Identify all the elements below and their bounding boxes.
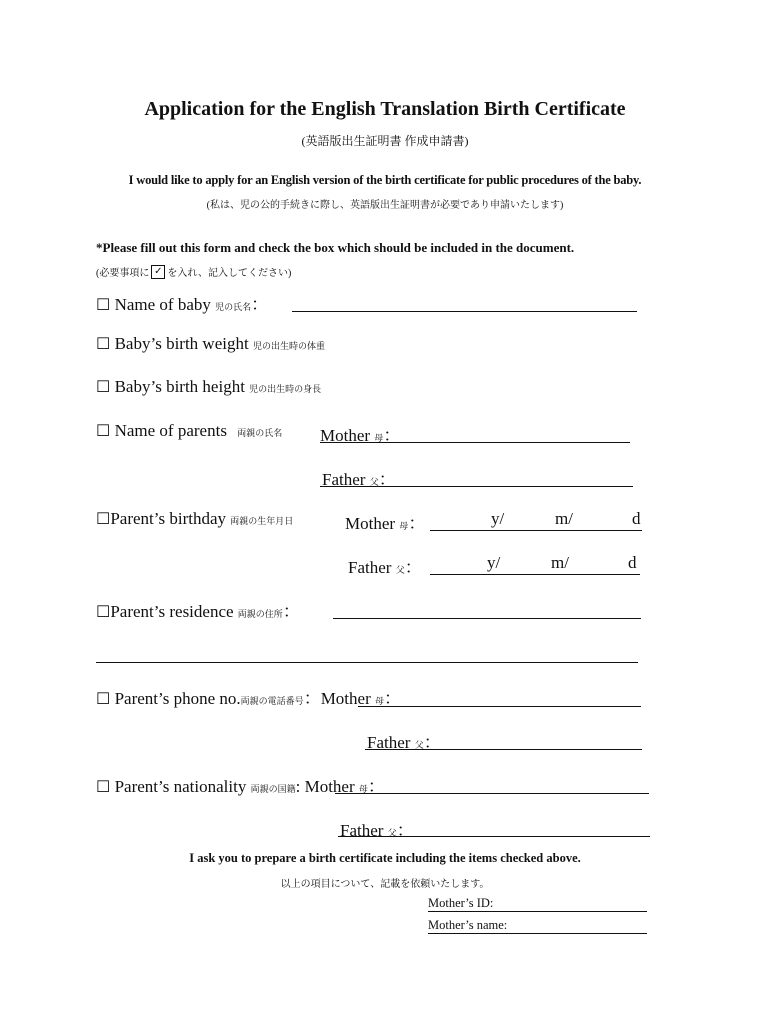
- field-mother-name-signature[interactable]: [428, 933, 647, 934]
- footer-request-text-jp: 以上の項目について、記載を依頼いたします。: [280, 879, 490, 890]
- mother-id-label: Mother’s ID:: [428, 896, 494, 910]
- mother-label: Mother: [320, 426, 371, 445]
- field-mother-phone[interactable]: [358, 706, 641, 707]
- colon: ：: [383, 426, 401, 445]
- item-residence: [96, 597, 300, 622]
- item-name-of-parents: [96, 421, 282, 441]
- mother-label-jp: 母: [399, 521, 409, 531]
- colon: ：: [396, 821, 414, 840]
- field-mother-name[interactable]: [320, 442, 630, 443]
- checkbox-phone[interactable]: ☐: [96, 691, 111, 708]
- field-name-of-baby[interactable]: [292, 311, 637, 312]
- field-father-birthday[interactable]: [430, 574, 640, 575]
- birthday-father: [348, 553, 422, 578]
- field-father-phone[interactable]: [365, 749, 642, 750]
- checkbox-birth-height[interactable]: ☐: [96, 379, 111, 396]
- label-name-of-baby-jp: 児の氏名: [215, 302, 252, 312]
- item-name-of-baby: [96, 290, 268, 315]
- mother-label: Mother: [345, 514, 396, 533]
- checkbox-name-of-parents[interactable]: ☐: [96, 423, 111, 440]
- label-birthday-jp: 両親の生年月日: [230, 516, 294, 526]
- colon: ：: [404, 558, 422, 577]
- label-birth-height: Baby’s birth height: [114, 377, 245, 396]
- father-year-label: y/: [487, 553, 501, 572]
- colon: ：: [384, 689, 401, 708]
- checkbox-name-of-baby[interactable]: ☐: [96, 297, 111, 314]
- label-phone-jp: 両親の電話番号: [240, 696, 304, 706]
- item-birthday: [96, 509, 293, 529]
- label-residence: Parent’s residence: [110, 602, 234, 621]
- label-phone: Parent’s phone no.: [114, 689, 241, 708]
- field-father-name[interactable]: [320, 486, 633, 487]
- label-birth-height-jp: 児の出生時の身長: [249, 384, 322, 394]
- label-birth-weight-jp: 児の出生時の体重: [252, 341, 325, 351]
- field-mother-id[interactable]: [428, 911, 647, 912]
- checkbox-residence[interactable]: ☐: [96, 604, 111, 621]
- label-residence-jp: 両親の住所: [237, 609, 283, 619]
- mother-year-label: y/: [491, 509, 505, 528]
- field-father-nationality[interactable]: [338, 836, 650, 837]
- mother-label: Mother: [320, 689, 371, 708]
- birthday-mother: [345, 509, 425, 534]
- colon: ：: [378, 470, 396, 489]
- father-label-jp: 父: [414, 740, 424, 750]
- nationality-father: [340, 816, 414, 841]
- item-birth-height: [96, 377, 321, 397]
- mother-day-label: d: [632, 509, 641, 528]
- field-residence-line-2[interactable]: [96, 662, 638, 663]
- page-subtitle: (英語版出生証明書 作成申請書): [301, 134, 469, 148]
- father-label-jp: 父: [387, 828, 397, 838]
- instruction-note: *Please fill out this form and check the box which should be included in the document.: [96, 240, 575, 255]
- colon: ：: [408, 514, 426, 533]
- field-mother-birthday[interactable]: [430, 530, 642, 531]
- father-label: Father: [348, 558, 392, 577]
- label-nationality-jp: 両親の国籍: [250, 784, 296, 794]
- mother-name-label: Mother’s name:: [428, 918, 508, 932]
- father-label: Father: [322, 470, 366, 489]
- label-nationality: Parent’s nationality: [114, 777, 247, 796]
- label-birth-weight: Baby’s birth weight: [114, 334, 249, 353]
- checkbox-birthday[interactable]: ☐: [96, 511, 111, 528]
- father-label-jp: 父: [369, 477, 379, 487]
- intro-text: I would like to apply for an English version of the birth certificate for public procedures of the baby.: [128, 173, 642, 187]
- mother-label-jp: 母: [374, 433, 384, 443]
- label-birthday: Parent’s birthday: [110, 509, 227, 528]
- footer-request-text: I ask you to prepare a birth certificate including the items checked above.: [189, 851, 581, 865]
- colon: ：: [251, 295, 269, 314]
- colon: ：: [367, 777, 385, 796]
- field-mother-nationality[interactable]: [335, 793, 649, 794]
- checkbox-birth-weight[interactable]: ☐: [96, 336, 111, 353]
- label-name-of-baby: Name of baby: [114, 295, 211, 314]
- father-day-label: d: [628, 553, 637, 572]
- item-birth-weight: [96, 334, 325, 354]
- instruction-note-jp: [96, 264, 291, 279]
- colon: ：: [282, 602, 300, 621]
- colon: ：: [423, 733, 441, 752]
- label-name-of-parents-jp: 両親の氏名: [237, 428, 283, 438]
- instruction-note-jp-after: を入れ、記入してください): [167, 268, 292, 279]
- colon: ：: [303, 689, 321, 708]
- father-label: Father: [340, 821, 384, 840]
- instruction-note-jp-before: (必要事項に: [96, 268, 150, 279]
- father-label-jp: 父: [395, 565, 405, 575]
- colon: :: [295, 777, 301, 796]
- father-label: Father: [367, 733, 411, 752]
- label-name-of-parents: Name of parents: [114, 421, 227, 440]
- page-title: Application for the English Translation Birth Certificate: [144, 98, 626, 120]
- mother-month-label: m/: [555, 509, 573, 528]
- father-month-label: m/: [551, 553, 569, 572]
- field-residence-line-1[interactable]: [333, 618, 641, 619]
- item-phone: [96, 684, 401, 709]
- checkbox-nationality[interactable]: ☐: [96, 779, 111, 796]
- intro-text-jp: (私は、児の公的手続きに際し、英語版出生証明書が必要であり申請いたします): [206, 200, 564, 211]
- mother-label-jp: 母: [358, 784, 368, 794]
- checkmark-icon: ✓: [151, 265, 165, 279]
- mother-label-jp: 母: [374, 696, 384, 706]
- mother-label: Mother: [304, 777, 355, 796]
